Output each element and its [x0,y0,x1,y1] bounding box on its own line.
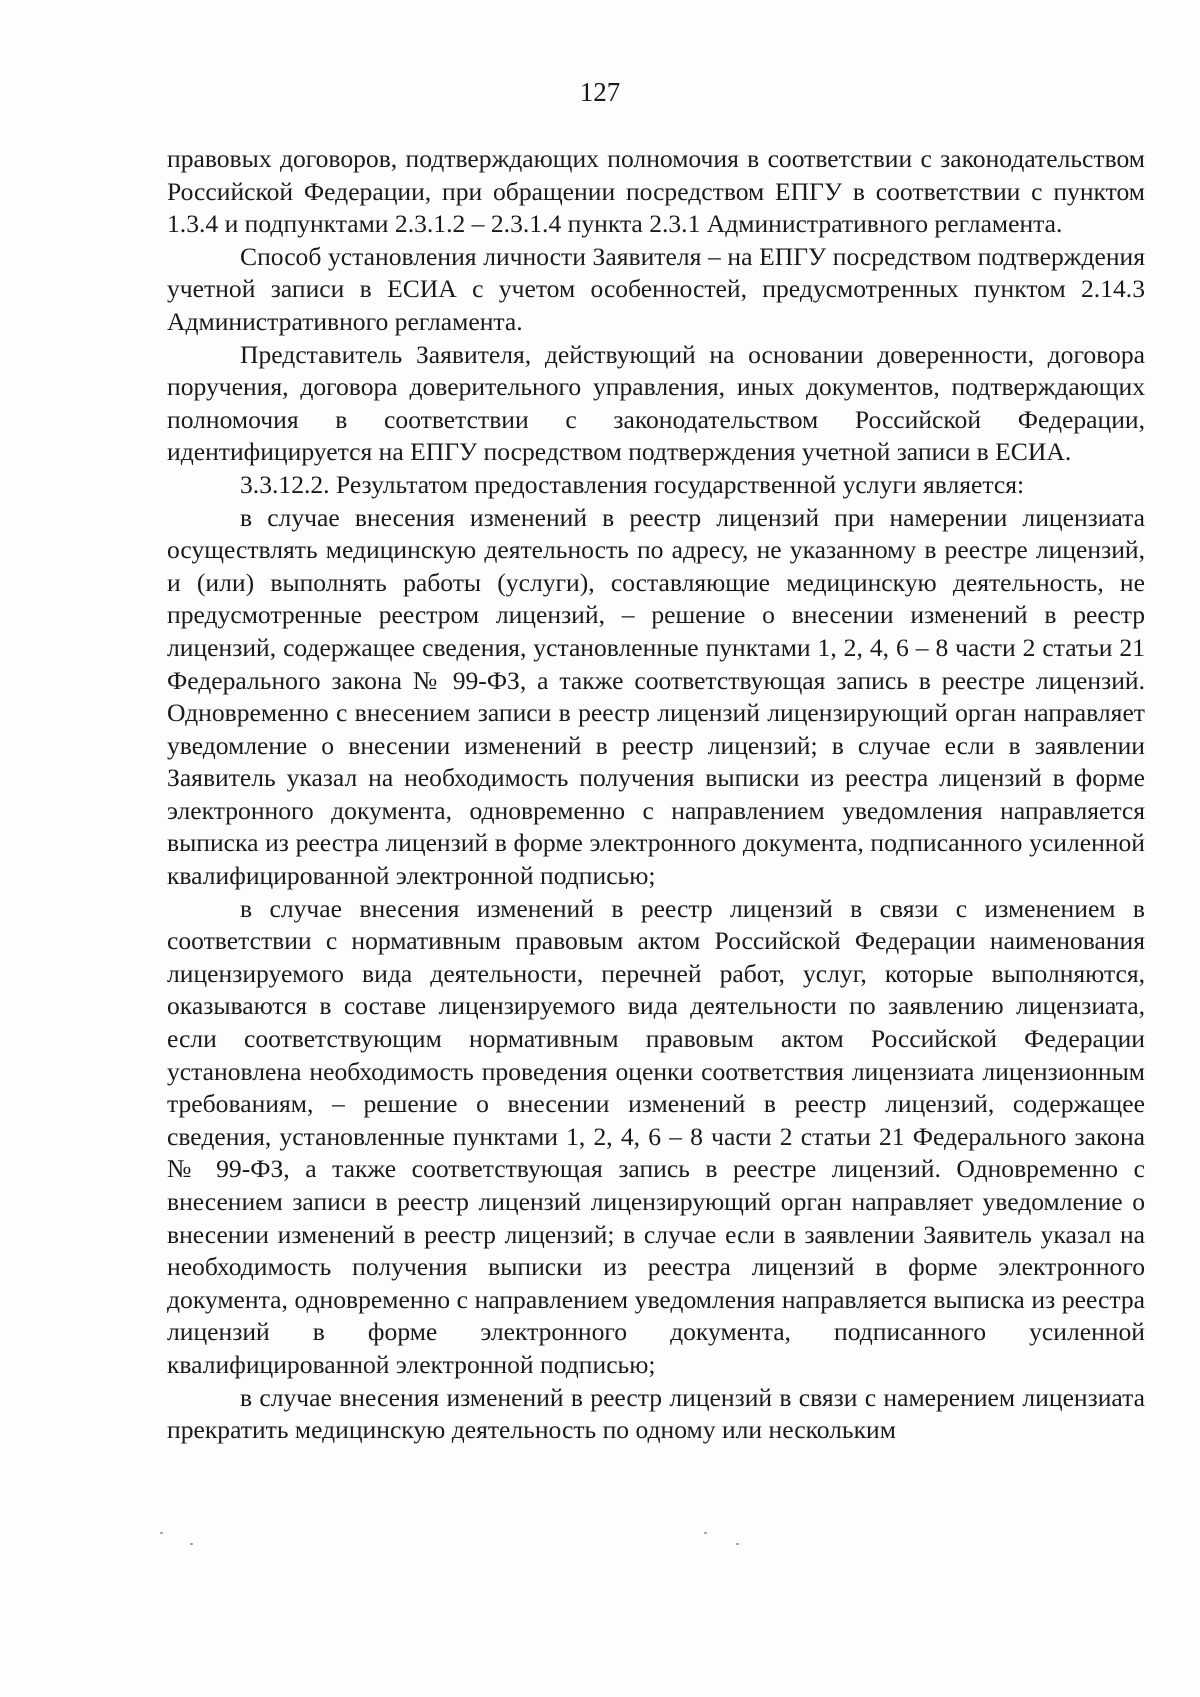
paragraph-result-termination: в случае внесения изменений в реестр лицензий в связи с намерением лицензиата прекратить медицинскую деятельность по одному или нескольким [167,1382,1145,1445]
scan-speck [190,1543,193,1545]
scan-speck [704,1532,707,1534]
paragraph-section-3-3-12-2: 3.3.12.2. Результатом предоставления государственной услуги является: [240,469,1025,499]
scan-speck [160,1532,163,1534]
paragraph-result-new-address: в случае внесения изменений в реестр лицензий при намерении лицензиата осуществлять медицинскую деятельность по адресу, не указанному в реестре лицензий, и (или) выполнять работы (услуги), составляющие медицинскую деятельность, не предусмотренные реестром лицензий, – решение о внесении изменений в реестр лицензий, содержащее сведения, установленные пунктами 1, 2, 4, 6 – 8 части 2 статьи 21 Федерального закона № 99-ФЗ, а также соответствующая запись в реестре лицензий. Одновременно с внесением записи в реестр лицензий лицензирующий орган направляет уведомление о внесении изменений в реестр лицензий; в случае если в заявлении Заявитель указал на необходимость получения выписки из реестра лицензий в форме электронного документа, одновременно с направлением уведомления направляется выписка из реестра лицензий в форме электронного документа, подписанного усиленной квалифицированной электронной подписью; [167,502,1145,891]
paragraph-continuation: правовых договоров, подтверждающих полномочия в соответствии с законодательством Российской Федерации, при обращении посредством ЕПГУ в соответствии с пунктом 1.3.4 и подпунктами 2.3.1.2 – 2.3.1.4 пункта 2.3.1 Административного регламента. [167,144,1145,239]
paragraph-identification-method: Способ установления личности Заявителя – на ЕПГУ посредством подтверждения учетной записи в ЕСИА с учетом особенностей, предусмотренных пунктом 2.14.3 Административного регламента. [167,241,1145,336]
paragraph-representative: Представитель Заявителя, действующий на основании доверенности, договора поручения, договора доверительного управления, иных документов, подтверждающих полномочия в соответствии с законодательством Российской Федерации, идентифицируется на ЕПГУ посредством подтверждения учетной записи в ЕСИА. [167,339,1145,467]
paragraph-result-name-change: в случае внесения изменений в реестр лицензий в связи с изменением в соответствии с нормативным правовым актом Российской Федерации наименования лицензируемого вида деятельности, перечней работ, услуг, которые выполняются, оказываются в составе лицензируемого вида деятельности по заявлению лицензиата, если соответствующим нормативным правовым актом Российской Федерации установлена необходимость проведения оценки соответствия лицензиата лицензионным требованиям, – решение о внесении изменений в реестр лицензий, содержащее сведения, установленные пунктами 1, 2, 4, 6 – 8 части 2 статьи 21 Федерального закона № 99-ФЗ, а также соответствующая запись в реестре лицензий. Одновременно с внесением записи в реестр лицензий лицензирующий орган направляет уведомление о внесении изменений в реестр лицензий; в случае если в заявлении Заявитель указал на необходимость получения выписки из реестра лицензий в форме электронного документа, одновременно с направлением уведомления направляется выписка из реестра лицензий в форме электронного документа, подписанного усиленной квалифицированной электронной подписью; [167,893,1145,1379]
document-body [167,143,1145,1447]
page-number: 127 [579,77,621,107]
scan-speck [736,1543,739,1545]
